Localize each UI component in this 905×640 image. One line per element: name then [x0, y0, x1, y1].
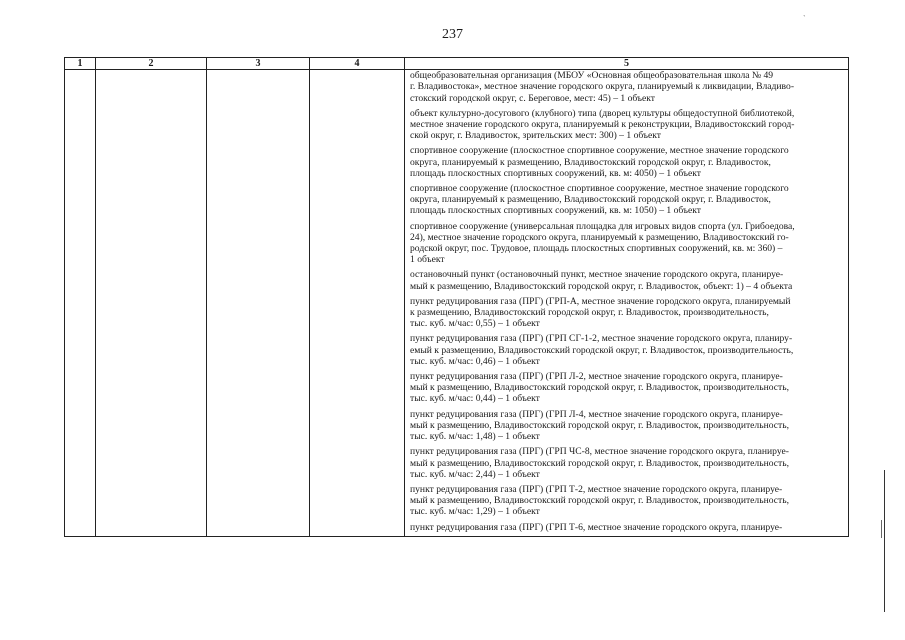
entry-line: площадь плоскостных спортивных сооружений, кв. м: 1050) – 1 объект	[410, 205, 701, 217]
entry-line: тыс. куб. м/час: 1,48) – 1 объект	[410, 431, 540, 443]
cell-col-4	[310, 70, 405, 537]
list-item	[410, 333, 846, 371]
cell-col-3	[207, 70, 310, 537]
entry-line: местное значение городского округа, планируемый к реконструкции, Владивостокский город-	[410, 119, 795, 131]
entry-line: тыс. куб. м/час: 2,44) – 1 объект	[410, 468, 540, 480]
cell-col-2	[96, 70, 207, 537]
entry-line: 24), местное значение городского округа, планируемый к размещению, Владивостокский го-	[410, 231, 789, 243]
list-item	[410, 446, 846, 484]
list-item	[410, 183, 846, 221]
list-item	[410, 269, 846, 295]
entry-line: мый к размещению, Владивостокский городской округ, г. Владивосток, производительность,	[410, 457, 789, 469]
corner-mark: `	[803, 14, 806, 23]
entry-line: спортивное сооружение (универсальная площадка для игровых видов спорта (ул. Грибоедова,	[410, 220, 795, 232]
cell-col-1	[65, 70, 96, 537]
entry-line: мый к размещению, Владивостокский городской округ, г. Владивосток, производительность,	[410, 495, 789, 507]
entry-line: площадь плоскостных спортивных сооружений, кв. м: 4050) – 1 объект	[410, 167, 701, 179]
entry-line: спортивное сооружение (плоскостное спортивное сооружение, местное значение городского	[410, 183, 789, 195]
entry-line: объект культурно-досугового (клубного) типа (дворец культуры общедоступной библиотекой,	[410, 107, 795, 119]
margin-scan-line	[884, 470, 885, 612]
table-header-row	[65, 58, 849, 70]
entry-line: ской округ, г. Владивосток, зрительских мест: 300) – 1 объект	[410, 130, 661, 142]
list-item	[410, 221, 846, 270]
entry-line: родской округ, пос. Трудовое, площадь плоскостных спортивных сооружений, кв. м: 360) –	[410, 243, 783, 255]
entry-line: пункт редуцирования газа (ПРГ) (ГРП Т-6, местное значение городского округа, планируе-	[410, 521, 783, 533]
entry-line: г. Владивостока», местное значение городского округа, планируемый к ликвидации, Владиво-	[410, 81, 795, 93]
entry-line: спортивное сооружение (плоскостное спортивное сооружение, местное значение городского	[410, 145, 789, 157]
entry-line: пункт редуцирования газа (ПРГ) (ГРП ЧС-8, местное значение городского округа, планируе-	[410, 446, 789, 458]
list-item	[410, 145, 846, 183]
column-header-1: 1	[65, 58, 96, 70]
entry-line: общеобразовательная организация (МБОУ «Основная общеобразовательная школа № 49	[410, 70, 774, 82]
list-item	[410, 409, 846, 447]
cell-col-5	[405, 70, 849, 537]
entry-line: тыс. куб. м/час: 1,29) – 1 объект	[410, 506, 540, 518]
entry-line: 1 объект	[410, 254, 445, 266]
entry-line: пункт редуцирования газа (ПРГ) (ГРП Л-4, местное значение городского округа, планируе-	[410, 408, 783, 420]
list-item	[410, 522, 846, 533]
objects-table	[64, 57, 849, 537]
entry-line: тыс. куб. м/час: 0,44) – 1 объект	[410, 393, 540, 405]
column-header-2: 2	[96, 58, 207, 70]
entry-line: пункт редуцирования газа (ПРГ) (ГРП СГ-1-2, местное значение городского округа, планиру-	[410, 333, 793, 345]
page-number: 237	[442, 27, 463, 42]
column-header-5: 5	[405, 58, 849, 70]
entry-line: округа, планируемый к размещению, Владивостокский городской округ, г. Владивосток,	[410, 194, 771, 206]
entry-line: округа, планируемый к размещению, Владивостокский городской округ, г. Владивосток,	[410, 156, 771, 168]
entry-line: мый к размещению, Владивостокский городской округ, г. Владивосток, производительность,	[410, 419, 789, 431]
list-item	[410, 371, 846, 409]
column-header-4: 4	[310, 58, 405, 70]
entry-line: тыс. куб. м/час: 0,46) – 1 объект	[410, 355, 540, 367]
column-header-3: 3	[207, 58, 310, 70]
table-row	[65, 70, 849, 537]
entry-line: к размещению, Владивостокский городской округ, г. Владивосток, производительность,	[410, 307, 769, 319]
margin-scan-mark	[881, 520, 882, 538]
entry-line: пункт редуцирования газа (ПРГ) (ГРП-А, местное значение городского округа, планируемый	[410, 295, 791, 307]
list-item	[410, 484, 846, 522]
entry-line: пункт редуцирования газа (ПРГ) (ГРП Л-2, местное значение городского округа, планируе-	[410, 371, 783, 383]
entry-line: тыс. куб. м/час: 0,55) – 1 объект	[410, 318, 540, 330]
entry-line: стокский городской округ, с. Береговое, мест: 45) – 1 объект	[410, 92, 656, 104]
list-item	[410, 108, 846, 146]
entry-line: мый к размещению, Владивостокский городской округ, г. Владивосток, производительность,	[410, 382, 789, 394]
list-item	[410, 70, 846, 108]
entry-line: емый к размещению, Владивостокский городской округ, г. Владивосток, производительность,	[410, 344, 794, 356]
list-item	[410, 296, 846, 334]
entries-list	[410, 70, 846, 533]
entry-line: пункт редуцирования газа (ПРГ) (ГРП Т-2, местное значение городского округа, планируе-	[410, 483, 783, 495]
entry-line: мый к размещению, Владивостокский городской округ, г. Владивосток, объект: 1) – 4 объекта	[410, 280, 793, 292]
entry-line: остановочный пункт (остановочный пункт, местное значение городского округа, планируе-	[410, 269, 784, 281]
